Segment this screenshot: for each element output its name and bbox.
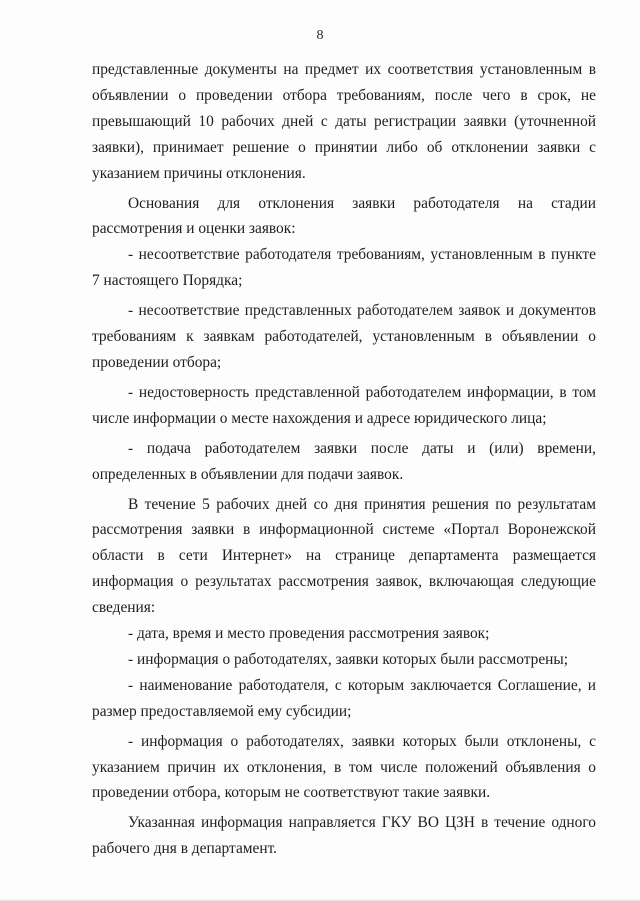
list-item: - дата, время и место проведения рассмотрения заявок; bbox=[128, 625, 490, 643]
paragraph-review-decision: представленные документы на предмет их соответствия установленным в объявлении о проведении отбора требованиям, после чего в срок, не превышающий 10 рабочих дней с даты регистрации заявки (уточненной заявки), принимает решение о принятии либо об отклонении заявки с указанием причины отклонения. bbox=[92, 61, 596, 182]
page-number: 8 bbox=[316, 28, 324, 43]
list-item: - недостоверность представленной работодателем информации, в том числе информации о месте нахождения и адресе юридического лица; bbox=[92, 383, 596, 427]
list-item: - информация о работодателях, заявки которых были отклонены, с указанием причин их отклонения, в том числе положений объявления о проведении отбора, которым не соответствуют такие заявки. bbox=[92, 732, 596, 802]
list-item: - несоответствие представленных работодателем заявок и документов требованиям к заявкам работодателей, установленным в объявлении о проведении отбора; bbox=[92, 302, 596, 371]
list-item: - подача работодателем заявки после даты и (или) времени, определенных в объявлении для подачи заявок. bbox=[92, 439, 596, 483]
list-item: - информация о работодателях, заявки которых были рассмотрены; bbox=[128, 650, 569, 668]
paragraph-results-publication: В течение 5 рабочих дней со дня принятия решения по результатам рассмотрения заявки в информационной системе «Портал Воронежской области в сети Интернет» на странице департамента размещается информация о результатах рассмотрения заявок, включающая следующие сведения: bbox=[92, 495, 596, 617]
document-body bbox=[92, 57, 596, 862]
list-item: - несоответствие работодателя требованиям, установленным в пункте 7 настоящего Порядка; bbox=[92, 246, 596, 290]
paragraph-information-transfer: Указанная информация направляется ГКУ ВО ЦЗН в течение одного рабочего дня в департамент. bbox=[92, 814, 596, 858]
list-item: - наименование работодателя, с которым заключается Соглашение, и размер предоставляемой ему субсидии; bbox=[92, 676, 596, 720]
paragraph-rejection-grounds: Основания для отклонения заявки работодателя на стадии рассмотрения и оценки заявок: bbox=[92, 194, 596, 238]
